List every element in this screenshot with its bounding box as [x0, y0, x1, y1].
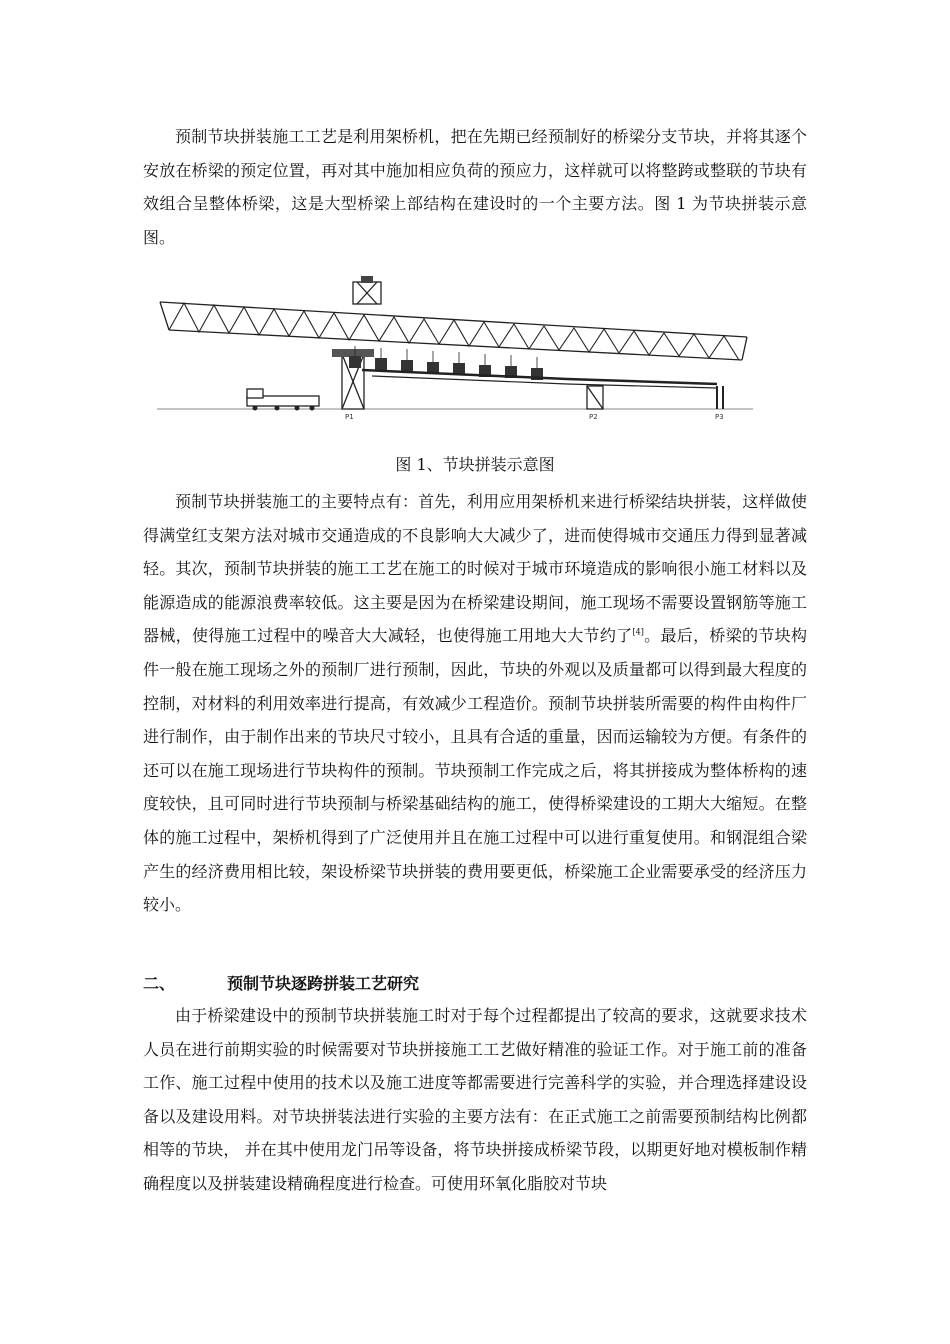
pier-label-p2: P2: [589, 413, 598, 421]
pier-label-p1: P1: [345, 413, 354, 421]
citation-ref: [4]: [632, 628, 644, 638]
figure-segment-assembly: [157, 274, 753, 424]
bridge-erection-diagram: [157, 274, 753, 424]
paragraph-research: [143, 999, 807, 1201]
section-number: 二、: [143, 974, 176, 993]
section-title: 预制节块逐跨拼装工艺研究: [227, 974, 420, 993]
paragraph-research-text: 由于桥梁建设中的预制节块拼装施工时对于每个过程都提出了较高的要求，这就要求技术人员在进行前期实验的时候需要对节块拼接施工工艺做好精准的验证工作。对于施工前的准备工作、施工过程中使用的技术以及施工进度等都需要进行完善科学的实验，并合理选择建设设备以及建设用料。对节块拼装法进行实验的主要方法有：在正式施工之前需要预制结构比例都相等的节块， 并在其中使用龙门吊等设备，将节块拼接成桥梁节段，以期更好地对模板制作精确程度以及拼装建设精确程度进行检查。可使用环氧化脂胶对节块: [143, 1006, 807, 1193]
section-heading: [143, 972, 419, 996]
truss-top-chord: [160, 302, 747, 337]
paragraph-intro: [143, 120, 807, 254]
paragraph-features-text-b: 。最后，桥梁的节块构件一般在施工现场之外的预制厂进行预制，因此，节块的外观以及质量都可以得到最大程度的控制，对材料的利用效率进行提高，有效减少工程造价。预制节块拼装所需要的构件由构件厂进行制作，由于制作出来的节块尺寸较小，且具有合适的重量，因而运输较为方便。有条件的还可以在施工现场进行节块构件的预制。节块预制工作完成之后，将其拼接成为整体桥构的速度较快，且可同时进行节块预制与桥梁基础结构的施工，使得桥梁建设的工期大大缩短。在整体的施工过程中，架桥机得到了广泛使用并且在施工过程中可以进行重复使用。和钢混组合梁产生的经济费用相比较，架设桥梁节块拼装的费用要更低，桥梁施工企业需要承受的经济压力较小。: [143, 626, 807, 915]
paragraph-features: [143, 485, 807, 922]
paragraph-features-text-a: 预制节块拼装施工的主要特点有：首先，利用应用架桥机来进行桥梁结块拼装，这样做使得满堂红支架方法对城市交通造成的不良影响大大减少了，进而使得城市交通压力得到显著减轻。其次，预制节块拼装的施工工艺在施工的时候对于城市环境造成的影响很小施工材料以及能源造成的能源浪费率较低。这主要是因为在桥梁建设期间，施工现场不需要设置钢筋等施工器械，使得施工过程中的噪音大大减轻，也使得施工用地大大节约了: [143, 492, 807, 646]
pier-label-p3: P3: [715, 413, 724, 421]
figure-caption: 图 1、节块拼装示意图: [395, 455, 555, 474]
paragraph-intro-text: 预制节块拼装施工工艺是利用架桥机，把在先期已经预制好的桥梁分支节块，并将其逐个安放在桥梁的预定位置，再对其中施加相应负荷的预应力，这样就可以将整跨或整联的节块有效组合呈整体桥梁，这是大型桥梁上部结构在建设时的一个主要方法。图 1 为节块拼装示意图。: [143, 127, 807, 247]
